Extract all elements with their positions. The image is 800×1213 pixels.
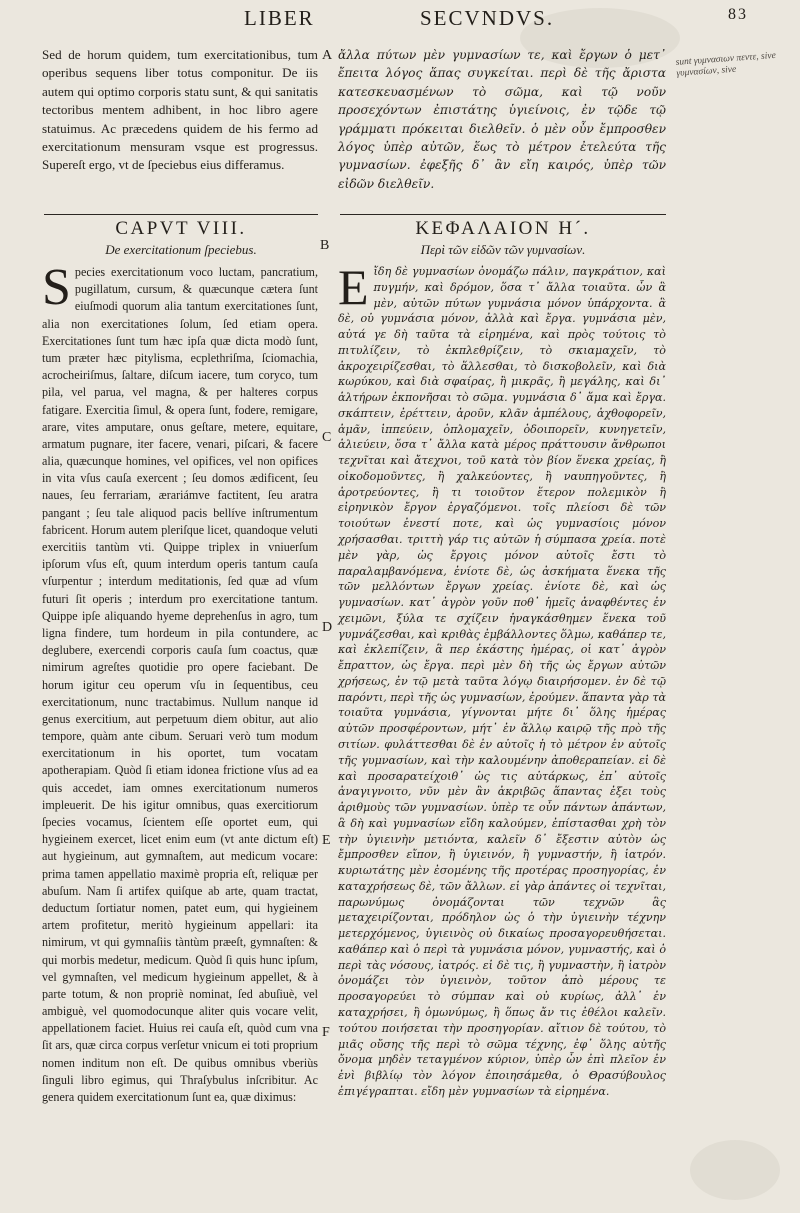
page-number: 83 xyxy=(728,6,748,23)
margin-letter-a: A xyxy=(322,48,333,63)
running-head-left: LIBER xyxy=(244,6,315,30)
chapter-subtitle-latin: De exercitationum ſpeciebus. xyxy=(105,242,257,257)
intro-greek-column xyxy=(338,46,666,193)
section-rule-right xyxy=(340,214,666,215)
body-greek-column xyxy=(338,259,666,1100)
margin-letter-e: E xyxy=(322,833,331,848)
intro-greek-paragraph: ἄλλα πύτων μὲν γυμνασίων τε, καὶ ἔργων ὁ μετ᾽ ἔπειτα λόγος ἅπας συγκείται. περὶ δὲ τῆς ἄριστα κατεσκευασμένων τὸ σῶμα, καὶ τῷ νοῦν προσεχόντων ἐπιστάτης ὑγιείνοις, ἐν τῷδε τῷ γράμματι πρόκειται διελθεῖν. ὁ μὲν οὖν ἔμπροσθεν λόγος ὑπὲρ αὐτῶν, ἕως τὸ μέτρον ἐτελεύτα τῆς γυμνασίων. ἐφεξῆς δ᾽ ἂν εἴη καιρός, ὑπὲρ τῶν εἰδῶν διελθεῖν. xyxy=(338,48,666,191)
drop-cap-greek: Ε xyxy=(338,259,369,315)
chapter-title-latin: CAPVT VIII. xyxy=(115,218,247,239)
paper-stain xyxy=(690,1140,780,1200)
body-latin-column xyxy=(42,259,318,1106)
intro-latin-column xyxy=(42,46,318,175)
handwritten-margin-note: sunt γυμνασιων πεντε, sive γυμνασίων, sive xyxy=(675,50,777,79)
chapter-subtitle-greek: Περὶ τῶν εἰδῶν τῶν γυμνασίων. xyxy=(420,242,586,257)
chapter-title-greek: ΚΕΦΑΛΑΙΟΝ Η´. xyxy=(415,218,591,239)
intro-latin-paragraph: Sed de horum quidem, tum exercitationibus, tum operibus sequens liber totus componitur. De iis autem qui optimo corporis statu sunt, & qui sanitatis tectoribus mentem adhibent, in hoc libro agere statuimus. Ac præcedens quidem de his fermo ad exercitationum mensuram vsque est progressus. Supereſt ergo, vt de ſpeciebus eius differamus. xyxy=(42,47,318,173)
margin-letter-c: C xyxy=(322,430,332,445)
section-rule-left xyxy=(44,214,318,215)
body-latin-text: pecies exercitationum voco luctam, pancratium, pugillatum, cursum, & quæcunque cætera ſunt eiuſmodi quorum alia tantum exercitationes ſunt, alia non exercitationes ſolum, ſed etiam opera. Exercitationes ſunt tum hæc ipſa quæ dicta modò ſunt, tum præter hæc pitylisma, ecplethriſma, ſciomachia, acrocheiriſmus, ſaltare, diſcum iacere, tum coryco, tum pila, vel parua, vel magna, & per halteres corpus fatigare. Exercitia ſimul, & opera ſunt, fodere, remigare, arare, vites amputare, onus geſtare, metere, equitare, armatum pugnare, iter facere, venari, piſcari, & facere alia, quæcunque homines, vel opifices, vel non opifices in vita vſus cauſa exercent ; ſeu domos ædificent, ſeu naues, ſeu ferrariam, ærariámve factitent, ſeu aratra pangant ; ſeu tale aliquod pacis bellíve inſtrumentum fabricent. Horum autem pleriſque licet, quandoque veluti exercitiis tantùm vti. Quippe triplex in vniuerſum ipſorum vſus eſt, quum interdum operis tantum cauſa vſurpentur ; interdum meditationis, ſed quæ ad vſum futuri ſit operis ; interdum pro exercitatione tantum. Quippe ipſe aliquando hyeme deprehenſus in agro, tum ligna findere, tum hordeum in pila contundere, ac deglubere, exercendi corporis cauſa ſum coactus, quæ nimirum agreſtes quotidie pro opere faciebant. De horum igitur ceu operum vſu in ſequentibus, ceu exercitationum, nunc tractabimus. Nullum nanque id genus exercitium, aut perpetuum diem obitur, aut alio tempore, quàm ante cibum. Seruari verò tum modum exercitationum in his oportet, tum vocatam apotherapiam. Quòd ſi etiam idonea frictione vſus ad ea quis accedet, iam omnes exercitationum numeros impleuerit. De his igitur omnibus, quas exercitiorum ſpecies vocamus, ſcientem eſſe oportet eum, qui hygieinem exercet, licet enim eum (vt ante dictum eſt) aut hygieinum, aut gymnaſtem, aut medicum vocare: prima tamen appellatio maximè propria eſt, reliquæ per abuſum. Nam ſi artifex quiſque ab arte, quam tractat, deductum ſortiatur nomen, patet eum, qui hygieinem artem profitetur, meritò hygieinum appellari: ita nimirum, vt qui gymnaſiis tàntùm præeſt, gymnaſten: & qui morbis medetur, medicum. Quòd ſi quis hunc ipſum, vel gymnaſten, vel medicum hygieinum appellet, & à parte totum, & non propriè nominat, ſed abuſiuè, vel ambiguè, vel quomodocunque aliter quis vocare velit, appellationem faciet. Huius rei cauſa eſt, quòd cum vna ſit ars, quæ circa corpus verſetur vnicum ei toti proprium nomen inditum non eſt. De quibus omnibus vberiùs ſinguli libro egimus, qui Thraſybulus inſcribitur. Ac genera quidem exercitationum ſunt ea, quæ diximus: xyxy=(42,265,318,1104)
drop-cap-latin: S xyxy=(42,259,71,316)
margin-letter-f: F xyxy=(322,1025,330,1040)
body-greek-text: ἴδη δὲ γυμνασίων ὀνομάζω πάλιν, παγκράτιον, καὶ πυγμήν, καὶ δρόμον, ὅσα τ᾽ ἄλλα τοιαῦτα. ὧν ἃ μὲν, αὐτῶν πύτων γυμνάσια μόνον ὑπάρχοντα. ἃ δὲ, οὐ γυμνάσια μόνον, ἀλλὰ καὶ ἔργα. γυμνάσια μὲν, αὐτά γε δὴ ταῦτα τὰ εἰρημένα, καὶ πρὸς τούτοις τὸ πιτυλίζειν, τὸ ἐκπλεθρίζειν, τὸ σκιαμαχεῖν, τὸ ἀκροχειρίζεσθαι, τὸ ἅλλεσθαι, τὸ δισκοβολεῖν, καὶ διὰ κωρύκου, καὶ διὰ σφαίρας, ἢ μικρᾶς, ἢ μεγάλης, καὶ δι᾽ ἁλτήρων ἐκπονῆσαι τὸ σῶμα. γυμνάσια δ᾽ ἅμα καὶ ἔργα. σκάπτειν, ἐρέττειν, ἀροῦν, κλᾶν ἀμπέλους, ἀχθοφορεῖν, ἀμᾶν, ἱππεύειν, ὁπλομαχεῖν, ὁδοιπορεῖν, κυνηγετεῖν, ἁλιεύειν, ὅσα τ᾽ ἄλλα κατὰ μέρος πράττουσιν ἄνθρωποι τεχνῖται καὶ ἄτεχνοι, τοῦ κατὰ τὸν βίον ἕνεκα χρείας, ἢ οἰκοδομοῦντες, ἢ χαλκεύοντες, ἢ ναυπηγοῦντες, ἢ ἀροτρεύοντες, ἢ τι τοιοῦτον ἕτερον πολεμικὸν ἢ εἰρηνικὸν ἔργον ἐργαζόμενοι. τοῖς πλείοσι δὲ τῶν τοιούτων ἐνεστί ποτε, καὶ ὡς γυμνασίοις μόνον χρήσασθαι. τριττὴ γάρ τις αὐτῶν ἡ σύμπασα χρεία. ποτὲ μὲν γὰρ, ὡς ἔργοις μόνον αὐτοῖς ἔστι τὸ παραλαμβανόμενα, ἐνίοτε δὲ, ὡς ἀσκήματα ἕνεκα τῆς τῶν μελλόντων ἔργων χρείας. ἐνίοτε δὲ, καὶ ὡς γυμνασίων. κατ᾽ ἀγρὸν γοῦν ποθ᾽ ἡμεῖς ἀναφθέντες ἐν χειμῶνι, ξύλα τε σχίζειν ἠναγκάσθημεν ἕνεκα τοῦ γυμνάζεσθαι, καὶ κριθὰς ἐμβάλλοντες ὅλμω, καθάπερ τε, καὶ ἐκλεπίζειν, ἃ περ ἑκάστης ἡμέρας, οἱ κατ᾽ ἀγρὸν ἔπραττον, ὡς ἔργα. περὶ μὲν δὴ τῆς ὡς ἔργων αὐτῶν χρήσεως, ἐν τῷ μετὰ ταῦτα λόγῳ διαιρήσομεν. ἐν δὲ τῷ παρόντι, περὶ τῆς ὡς γυμνασίων, ἐρούμεν. ἅπαντα γὰρ τὰ τοιαῦτα γυμνάσια, γίγνονται μήτε δι᾽ ὅλης ἡμέρας αὐτῶν προσφέροντων, μήτ᾽ ἐν ἄλλῳ καιρῷ τῆς πρὸ τῆς σιτίων. φυλάττεσθαι δὲ ἐν αὐτοῖς ἡ τὸ μέτρον ἐν αὐτοῖς τῆς γυμνασίων, καὶ τὴν καλουμένην ἀποθεραπείαν. εἰ δὲ καὶ προσαρατείχοιθ᾽ ὡς τις αὐτάρκως, ἐπ᾽ αὐτοῖς ἀναγιγνοιτο, νῦν μὲν ἂν ἀκριβῶς ἅπαντας ἐξει τοὺς ἀριθμοὺς τῶν γυμνασίων. ὑπὲρ τε οὖν πάντων ἁπάντων, ἃ δὴ καὶ γυμνασίων εἴδη καλούμεν, ἐπίστασθαι χρὴ τὸν τὴν ὑγιεινὴν μετιόντα, καλεῖν δ᾽ ἔξεστιν αὐτὸν ὡς ἔμπροσθεν εἴπον, ἢ ὑγιεινόν, ἢ γυμναστήν, ἢ ἰατρόν. κυριωτάτης μὲν ἐσομένης τῆς προτέρας προσηγορίας, ἐν καταχρήσεως δὲ, τῶν ἄλλων. εἰ γὰρ ἁπάντες οἱ τεχνῖται, παρωνύμως ὀνομάζονται τῶν τεχνῶν ἃς μεταχειρίζονται, πρόδηλον ὡς ὁ τὴν ὑγιεινὴν τέχνην μετερχόμενος, ὑγιεινὸς οὐ δικαίως προσαγορευθήσεται. καθάπερ καὶ ὁ περὶ τὰ γυμνάσια μόνον, γυμναστής, καὶ ὁ περὶ τὰς νόσους, ἰατρός. εἰ δὲ τις, ἢ γυμναστὴν, ἢ ἰατρὸν ὀνομάζει τὸν ὑγιεινὸν, τοῦτον ἀπὸ μέρους τε προσαγορεύει τὸ σύμπαν καὶ οὐ κυρίως, ἀλλ᾽ ἐν καταχρήσει, ἢ ὁμωνύμως, ἢ ὅπως ἄν τις ἐθέλοι καλεῖν. τούτου ποιήσεται τὴν προσηγορίαν. αἴτιον δὲ τούτου, τὸ μιᾶς οὔσης τῆς περὶ τὸ σῶμα τέχνης, ἐφ᾽ ὅλης αὐτῆς ὄνομα μηδὲν τεταγμένον κύριον, ὑπὲρ ὧν ἐπὶ πλεῖον ἐν ἑνὶ βιβλίῳ τὸν λόγον ἐποιησάμεθα, ὁ Θρασύβουλος ἐπιγέγραπται. εἴδη μὲν γυμνασίων τὰ εἰρημένα. xyxy=(338,265,666,1098)
margin-letter-b: B xyxy=(320,238,330,253)
running-head xyxy=(0,2,800,42)
running-head-right: SECVNDVS. xyxy=(420,6,555,30)
margin-letter-d: D xyxy=(322,620,333,635)
